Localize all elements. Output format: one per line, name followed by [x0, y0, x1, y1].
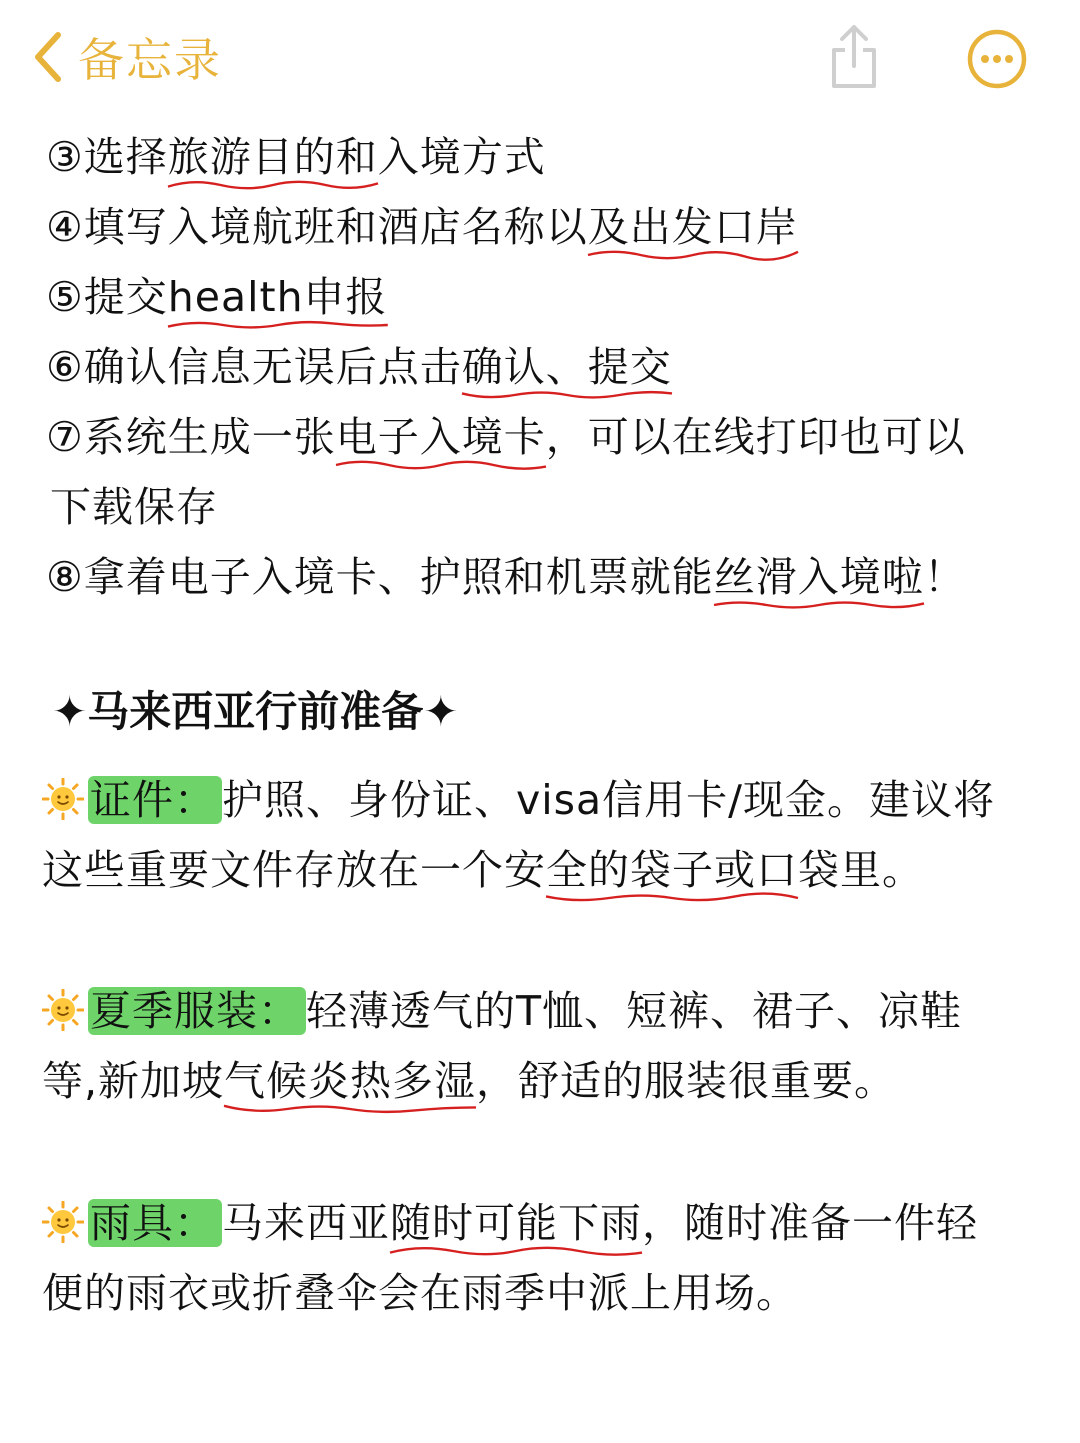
- step-number: ⑥: [46, 343, 84, 391]
- wavy-underline: [168, 317, 388, 333]
- step-text: ！: [923, 553, 966, 601]
- underlined-text: [168, 133, 378, 181]
- step-item: [46, 549, 966, 605]
- step-item: [46, 339, 672, 395]
- underlined-text: [462, 343, 672, 391]
- step-number: ③: [46, 133, 84, 181]
- highlighted-label: 证件：: [88, 776, 222, 824]
- step-text: 入境方式: [377, 133, 546, 181]
- step-item: [46, 269, 388, 325]
- underlined-text: [336, 413, 546, 461]
- prep-item-text: 马来西亚: [222, 1199, 390, 1247]
- underlined-phrase: 电子入境卡: [335, 413, 546, 461]
- wavy-underline: [390, 1243, 642, 1259]
- step-text: 选择: [83, 133, 168, 181]
- prep-item-line: [42, 1046, 1052, 1116]
- prep-item-text: 这些重要文件存放在一个安: [42, 846, 546, 894]
- underlined-phrase: 气候炎热多湿: [224, 1057, 477, 1105]
- step-text: 提交: [83, 273, 168, 321]
- prep-item-text: 等,新加坡: [42, 1057, 225, 1105]
- step-text: ，可以在线打印也可以: [545, 413, 966, 461]
- highlighted-label: 雨具：: [88, 1199, 222, 1247]
- step-text: 系统生成一张: [83, 413, 336, 461]
- sun-emoji-icon: [42, 778, 84, 820]
- underlined-text: [546, 846, 798, 894]
- underlined-text: [390, 1199, 642, 1247]
- wavy-underline: [224, 1101, 476, 1117]
- underlined-phrase: health申报: [167, 273, 388, 321]
- underlined-phrase: 随时可能下雨: [390, 1199, 642, 1247]
- prep-item-text: 便的雨衣或折叠伞会在雨季中派上用场。: [42, 1269, 798, 1317]
- step-number: ④: [46, 203, 84, 251]
- prep-item-text: 护照、身份证、visa信用卡/现金。建议将: [222, 776, 995, 824]
- sun-emoji-icon: [42, 1201, 84, 1243]
- wavy-underline: [546, 890, 798, 906]
- wavy-underline: [336, 457, 546, 473]
- step-number: ⑦: [46, 413, 84, 461]
- highlighted-label: 夏季服装：: [88, 987, 306, 1035]
- step-number: ⑤: [46, 273, 84, 321]
- wavy-underline: [714, 597, 924, 613]
- step-text: 下载保存: [50, 483, 218, 531]
- prep-item-summer-clothes: [42, 976, 1052, 1116]
- prep-item-text: ，舒适的服装很重要。: [476, 1057, 897, 1105]
- prep-item-line: [42, 765, 1052, 835]
- prep-item-line: [42, 1258, 1052, 1328]
- wavy-underline: [168, 177, 378, 193]
- step-text: 确认信息无误后点击: [83, 343, 462, 391]
- prep-item-text: ，随时准备一件轻: [642, 1199, 978, 1247]
- wavy-underline: [462, 387, 672, 403]
- step-text: 填写入境航班和酒店名称以: [83, 203, 588, 251]
- prep-item-line: [42, 1188, 1052, 1258]
- underlined-phrase: 确认、提交: [461, 343, 672, 391]
- underlined-phrase: 旅游目的和: [167, 133, 378, 181]
- prep-item-line: [42, 835, 1052, 905]
- prep-item-documents: [42, 765, 1052, 905]
- wavy-underline: [588, 247, 798, 263]
- underlined-phrase: 丝滑入境啦: [713, 553, 924, 601]
- step-text: 拿着电子入境卡、护照和机票就能: [83, 553, 714, 601]
- underlined-phrase: 及出发口岸: [587, 203, 798, 251]
- underlined-text: [224, 1057, 476, 1105]
- underlined-text: [714, 553, 924, 601]
- sun-emoji-icon: [42, 989, 84, 1031]
- step-item: [46, 129, 546, 185]
- back-label: 备忘录: [78, 33, 222, 87]
- step-item-continuation: [50, 479, 218, 535]
- prep-item-text: 轻薄透气的T恤、短裤、裙子、凉鞋: [306, 987, 963, 1035]
- prep-item-rain-gear: [42, 1188, 1052, 1328]
- underlined-text: [588, 203, 798, 251]
- step-item: [46, 199, 798, 255]
- prep-item-text: 袋里。: [798, 846, 924, 894]
- step-number: ⑧: [46, 553, 84, 601]
- step-item: [46, 409, 966, 465]
- section-title: ✦马来西亚行前准备✦: [52, 687, 459, 736]
- prep-item-line: [42, 976, 1052, 1046]
- underlined-phrase: 全的袋子或口: [546, 846, 798, 894]
- underlined-text: [168, 273, 388, 321]
